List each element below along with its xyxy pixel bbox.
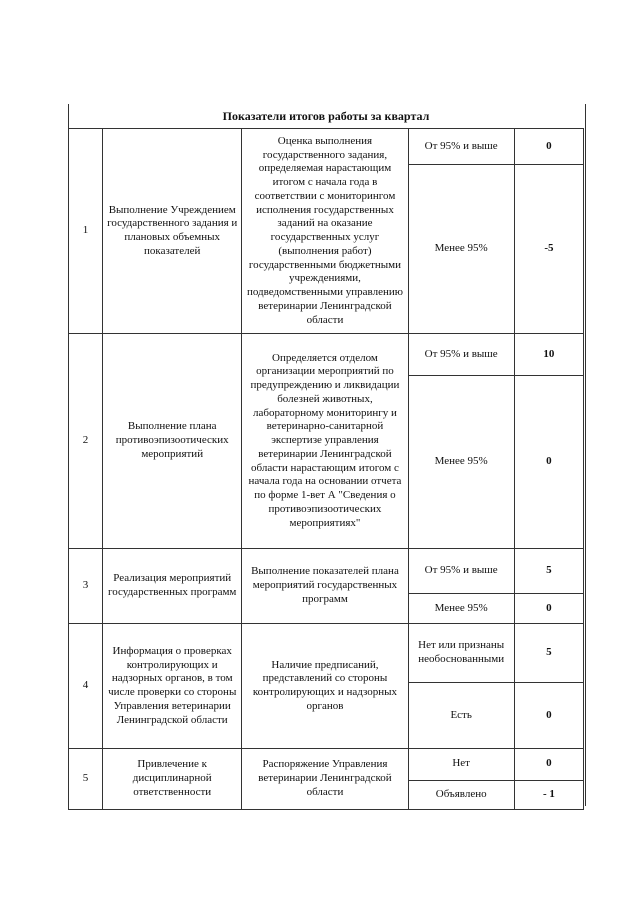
row-number: 4 (69, 624, 103, 749)
criterion-cell: Выполнение плана противоэпизоотических мероприятий (103, 334, 242, 549)
condition-cell: Нет или признаны необоснованными (408, 624, 514, 683)
description-cell: Распоряжение Управления ветеринарии Ленинградской области (242, 749, 408, 810)
description-cell: Оценка выполнения государственного задания, определяемая нарастающим итогом с начала года в соответствии с мониторингом исполнения государственных заданий на оказание государственных услуг (выполнения работ) государственными бюджетными учреждениями, подведомственными управлению ветеринарии Ленинградской области (242, 129, 408, 334)
criterion-cell: Выполнение Учреждением государственного задания и плановых объемных показателей (103, 129, 242, 334)
row-number: 3 (69, 549, 103, 624)
table-row (69, 749, 584, 781)
criterion-cell: Информация о проверках контролирующих и надзорных органов, в том числе проверки со стороны Управления ветеринарии Ленинградской области (103, 624, 242, 749)
score-cell: - 1 (514, 780, 583, 809)
condition-cell: Нет (408, 749, 514, 781)
score-cell: 0 (514, 129, 583, 165)
condition-cell: Менее 95% (408, 164, 514, 333)
row-number: 2 (69, 334, 103, 549)
table-title: Показатели итогов работы за квартал (68, 104, 584, 129)
condition-cell: От 95% и выше (408, 129, 514, 165)
score-cell: 0 (514, 375, 583, 548)
score-cell: 5 (514, 549, 583, 594)
condition-cell: Менее 95% (408, 594, 514, 624)
indicators-table (68, 128, 584, 810)
criterion-cell: Реализация мероприятий государственных программ (103, 549, 242, 624)
table-row (69, 549, 584, 594)
condition-cell: От 95% и выше (408, 549, 514, 594)
condition-cell: От 95% и выше (408, 334, 514, 376)
description-cell: Наличие предписаний, представлений со стороны контролирующих и надзорных органов (242, 624, 408, 749)
score-cell: -5 (514, 164, 583, 333)
description-cell: Определяется отделом организации мероприятий по предупреждению и ликвидации болезней животных, лабораторному мониторингу и ветеринарно-санитарной экспертизе управления ветеринарии Ленинградской области нарастающим итогом с начала года на основании отчета по форме 1-вет А "Сведения о противоэпизоотических мероприятиях" (242, 334, 408, 549)
score-cell: 0 (514, 749, 583, 781)
score-cell: 10 (514, 334, 583, 376)
score-cell: 5 (514, 624, 583, 683)
description-cell: Выполнение показателей плана мероприятий государственных программ (242, 549, 408, 624)
condition-cell: Менее 95% (408, 375, 514, 548)
score-cell: 0 (514, 594, 583, 624)
score-cell: 0 (514, 683, 583, 749)
table-row (69, 129, 584, 165)
condition-cell: Есть (408, 683, 514, 749)
row-number: 5 (69, 749, 103, 810)
table-row (69, 624, 584, 683)
criterion-cell: Привлечение к дисциплинарной ответственности (103, 749, 242, 810)
condition-cell: Объявлено (408, 780, 514, 809)
row-number: 1 (69, 129, 103, 334)
table-row (69, 334, 584, 376)
